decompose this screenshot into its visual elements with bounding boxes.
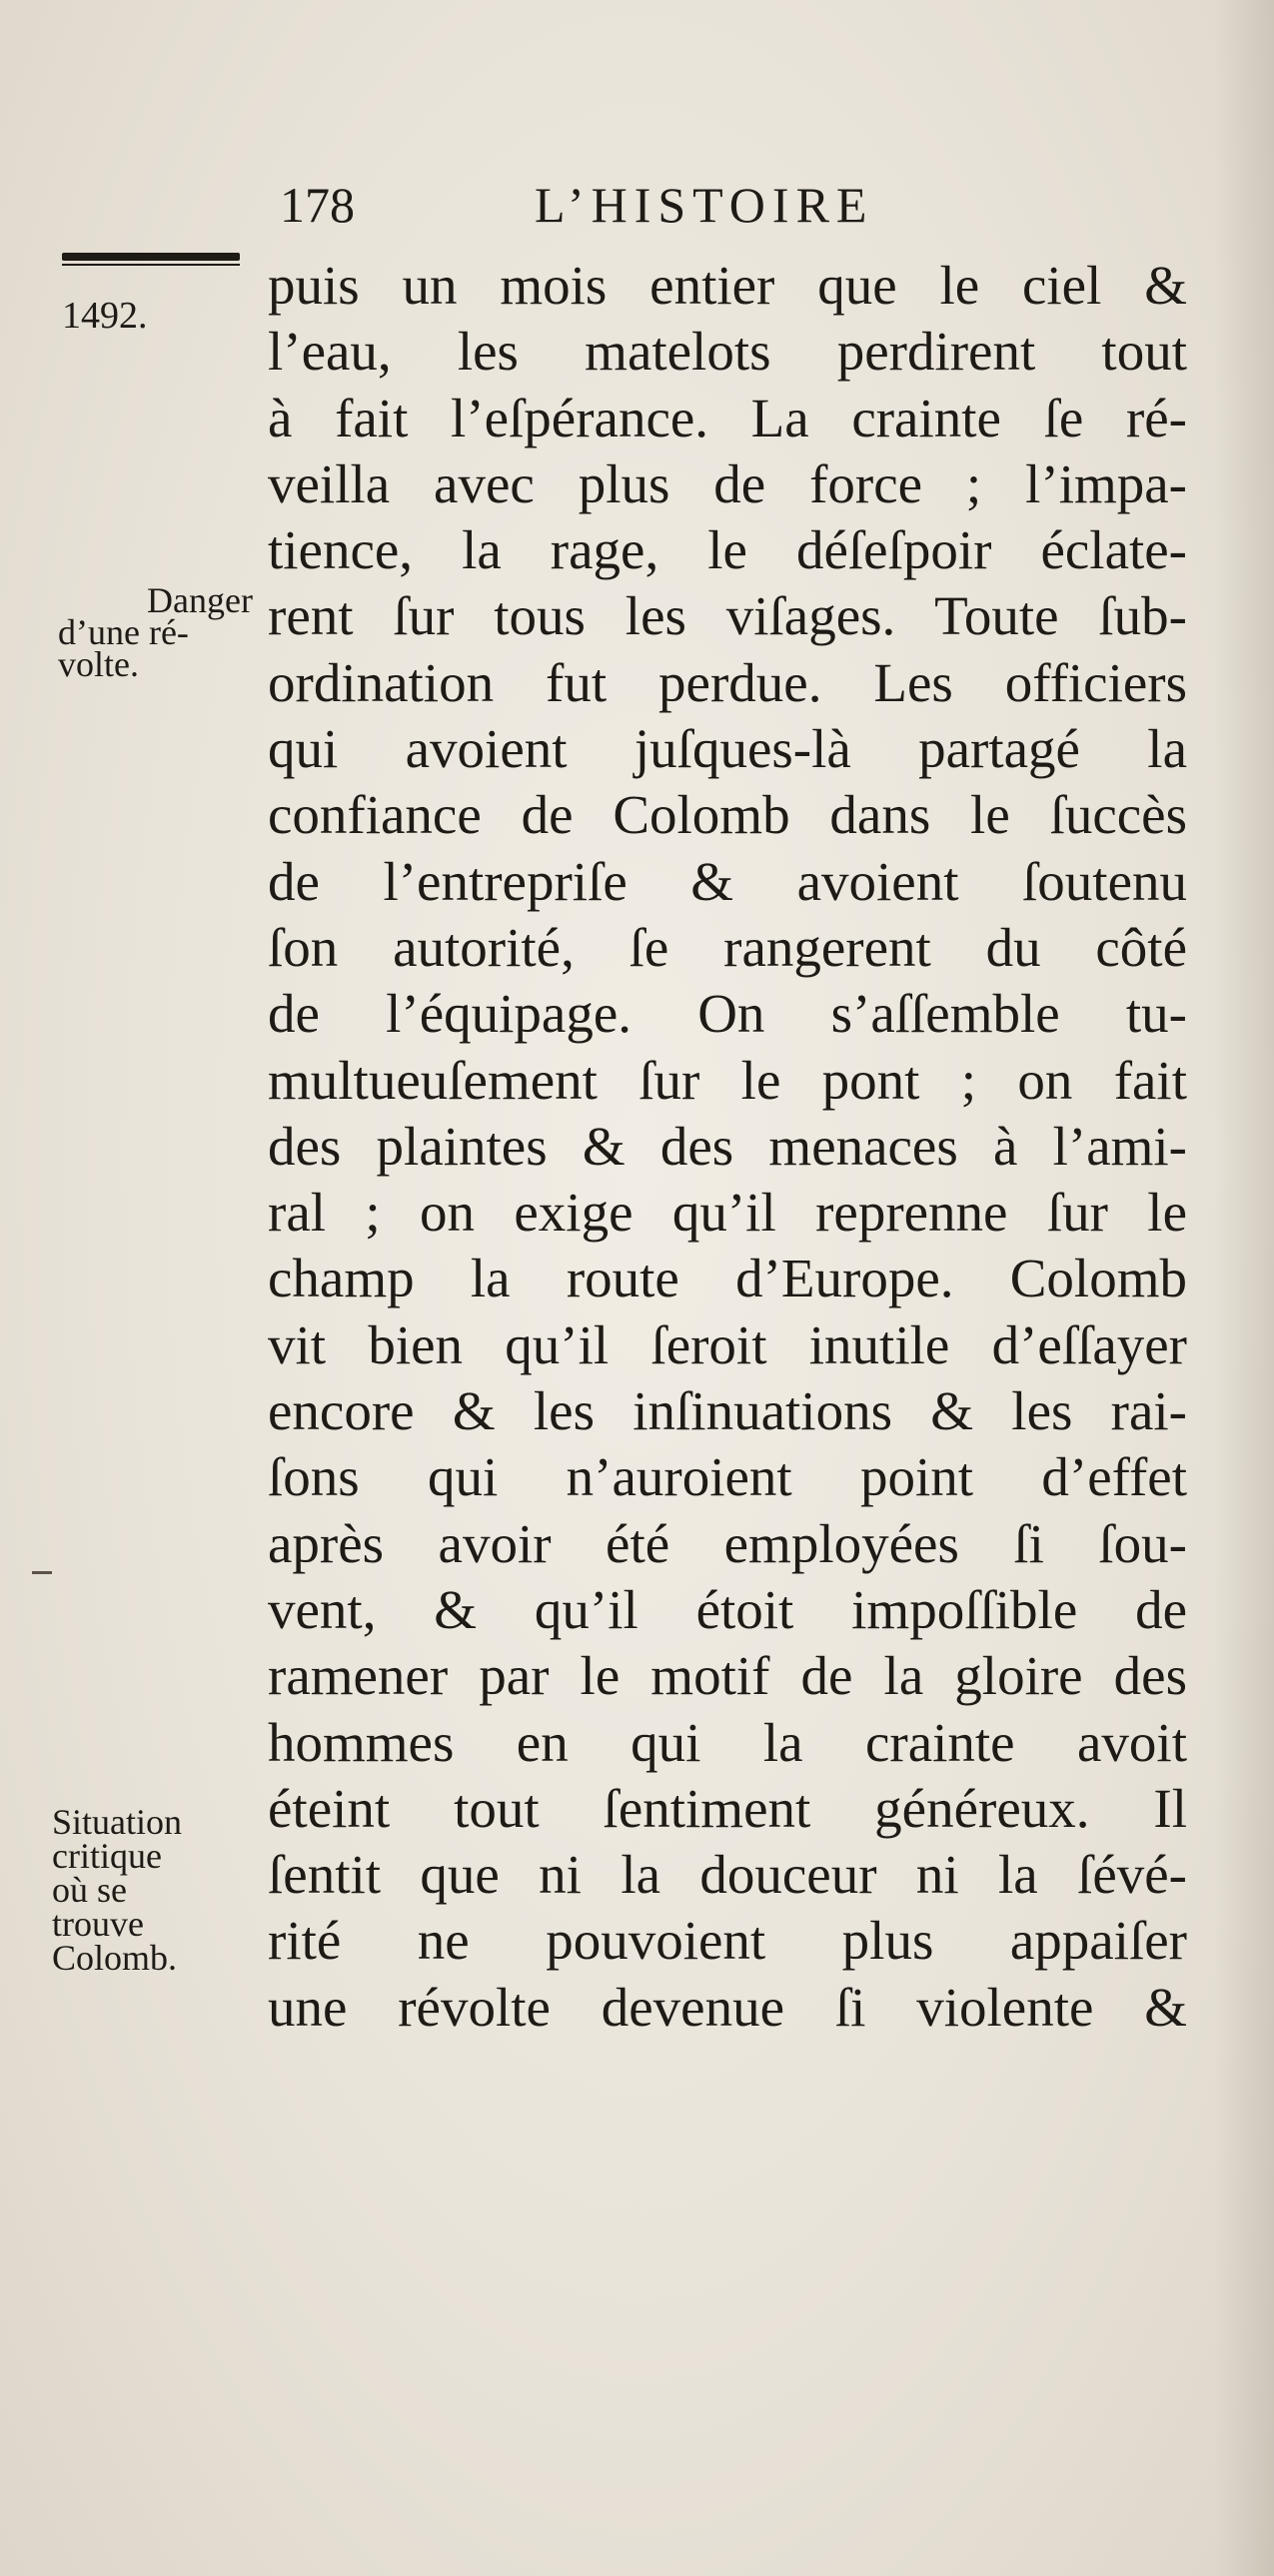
text-line: rent ſur tous les viſages. Toute ſub- xyxy=(268,585,1187,647)
sidenote-danger xyxy=(58,580,253,684)
text-line: puis un mois entier que le ciel & xyxy=(268,255,1187,316)
sidenote-line: Situation xyxy=(52,1802,183,1842)
text-line: rité ne pouvoient plus appaiſer xyxy=(268,1910,1187,1972)
text-line: ral ; on exige qu’il reprenne ſur le xyxy=(268,1182,1187,1244)
ornamental-rule xyxy=(62,253,240,267)
sidenote-line: Colomb. xyxy=(52,1938,178,1978)
text-line: l’eau, les matelots perdirent tout xyxy=(268,321,1187,383)
sidenote-line: trouve xyxy=(52,1904,144,1944)
running-head xyxy=(280,175,959,235)
sidenote-line: où se xyxy=(52,1870,127,1910)
sidenote-line: d’une ré- xyxy=(58,612,189,652)
ornamental-rule-thin xyxy=(62,264,240,266)
text-line: vent, & qu’il étoit impoſſible de xyxy=(268,1578,1187,1640)
text-line: qui avoient juſques-là partagé la xyxy=(268,718,1187,780)
text-line: de l’entrepriſe & avoient ſoutenu xyxy=(268,850,1187,912)
text-line: éteint tout ſentiment généreux. Il xyxy=(268,1777,1187,1839)
text-line: confiance de Colomb dans le ſuccès xyxy=(268,784,1187,846)
sidenote-line: critique xyxy=(52,1836,162,1876)
text-line: tience, la rage, le déſeſpoir éclate- xyxy=(268,519,1187,581)
text-line: hommes en qui la crainte avoit xyxy=(268,1711,1187,1773)
text-line: multueuſement ſur le pont ; on fait xyxy=(268,1049,1187,1111)
text-line: ſons qui n’auroient point d’effet xyxy=(268,1446,1187,1508)
text-line: veilla avec plus de force ; l’impa- xyxy=(268,452,1187,514)
text-line: une révolte devenue ſi violente & xyxy=(268,1976,1187,2038)
text-line: de l’équipage. On s’aſſemble tu- xyxy=(268,983,1187,1045)
text-line: des plaintes & des menaces à l’ami- xyxy=(268,1115,1187,1177)
running-title: L’HISTOIRE xyxy=(535,177,874,233)
margin-mark xyxy=(32,1571,52,1574)
text-line: ſentit que ni la douceur ni la ſévé- xyxy=(268,1844,1187,1906)
text-line: ſon autorité, ſe rangerent du côté xyxy=(268,916,1187,978)
text-line: encore & les inſinuations & les rai- xyxy=(268,1380,1187,1442)
body-text xyxy=(268,253,1187,2041)
page-number: 178 xyxy=(280,177,355,233)
margin-year: 1492. xyxy=(62,295,148,337)
text-line: champ la route d’Europe. Colomb xyxy=(268,1248,1187,1309)
text-line: à fait l’eſpérance. La crainte ſe ré- xyxy=(268,387,1187,448)
sidenote-line: Danger xyxy=(147,580,253,620)
text-line: vit bien qu’il ſeroit inutile d’eſſayer xyxy=(268,1313,1187,1375)
sidenote-line: volte. xyxy=(58,644,139,684)
sidenote-situation xyxy=(52,1802,183,1978)
ornamental-rule-thick xyxy=(62,253,240,261)
text-line: ramener par le motif de la gloire des xyxy=(268,1645,1187,1707)
text-line: ordination fut perdue. Les officiers xyxy=(268,651,1187,713)
text-line: après avoir été employées ſi ſou- xyxy=(268,1512,1187,1574)
